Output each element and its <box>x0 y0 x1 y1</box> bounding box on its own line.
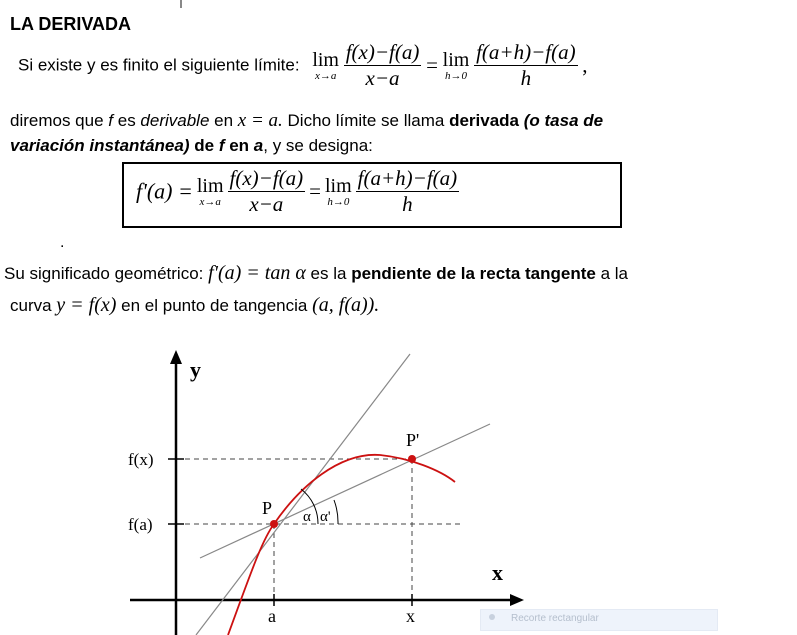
y-axis-arrow <box>170 350 182 364</box>
crop-tool-tooltip <box>480 609 718 631</box>
numerator: f(x)−f(a) <box>229 166 304 190</box>
x-axis-label: x <box>492 560 503 585</box>
lim-word: lim <box>442 48 470 71</box>
f-symbol: f <box>218 136 225 155</box>
crop-tooltip-text: Recorte rectangular <box>511 613 599 624</box>
equals-sign: = <box>309 179 321 203</box>
comma: , <box>582 53 588 77</box>
variacion-text: variación instantánea) <box>10 136 190 155</box>
text: en <box>209 111 238 130</box>
P-label: P <box>262 498 273 518</box>
denominator: x−a <box>249 192 284 216</box>
text: en el punto de tangencia <box>116 296 313 315</box>
lim-subscript: x→a <box>199 195 221 208</box>
derivable-word: derivable <box>140 111 210 130</box>
point-P <box>270 520 278 528</box>
point-P-prime <box>408 455 416 463</box>
f-symbol: f <box>108 111 114 130</box>
crop-icon <box>489 614 495 620</box>
text: diremos que <box>10 111 109 130</box>
x-tick-label: x <box>406 606 415 626</box>
lim-word: lim <box>312 48 339 71</box>
text: , y se designa: <box>263 136 373 155</box>
text: Su significado geométrico: <box>4 264 209 283</box>
lim-subscript: h→0 <box>327 195 350 208</box>
tangent-line <box>196 354 410 635</box>
text: es la <box>305 264 352 283</box>
text: curva <box>10 296 57 315</box>
tangency-point: (a, f(a)). <box>312 294 380 316</box>
derivative-lhs: f'(a) = <box>136 178 193 204</box>
a-tick-label: a <box>268 606 276 626</box>
curve-equation: y = f(x) <box>56 294 117 316</box>
numerator: f(x)−f(a) <box>345 40 420 64</box>
stray-dot: . <box>60 234 65 251</box>
text: de <box>189 136 219 155</box>
tangent-equation: f'(a) = tan α <box>208 262 306 284</box>
denominator: x−a <box>365 66 400 90</box>
bold-phrase: pendiente de la recta tangente <box>351 264 596 283</box>
alpha-label: α <box>303 509 311 525</box>
x-axis-arrow <box>510 594 524 606</box>
alpha-prime-label: α' <box>320 509 331 525</box>
x-equals-a: x = a. <box>237 110 283 131</box>
denominator: h <box>402 192 413 216</box>
tasa-text: (o tasa de <box>519 111 604 130</box>
fa-label: f(a) <box>128 515 153 534</box>
text: es <box>113 111 141 130</box>
lim-subscript: x→a <box>314 69 337 82</box>
a-symbol: a <box>253 136 264 155</box>
y-axis-label: y <box>190 357 201 382</box>
lim-subscript: h→0 <box>445 69 467 82</box>
page-title: LA DERIVADA <box>10 14 131 34</box>
lim-word: lim <box>324 174 352 197</box>
text: Dicho límite se llama <box>282 111 450 130</box>
numerator: f(a+h)−f(a) <box>357 166 458 190</box>
lim-word: lim <box>196 174 224 197</box>
fx-label: f(x) <box>128 450 154 469</box>
numerator: f(a+h)−f(a) <box>476 40 576 64</box>
function-curve <box>228 455 455 635</box>
text: a la <box>595 264 629 283</box>
P-prime-label: P' <box>406 430 420 450</box>
definition-text: Si existe y es finito el siguiente límite: <box>18 55 300 75</box>
text: en <box>224 136 254 155</box>
alpha-prime-arc <box>334 500 338 524</box>
equals-sign: = <box>426 53 438 77</box>
secant-line <box>200 424 490 558</box>
derivada-word: derivada <box>449 111 520 130</box>
denominator: h <box>520 66 532 90</box>
